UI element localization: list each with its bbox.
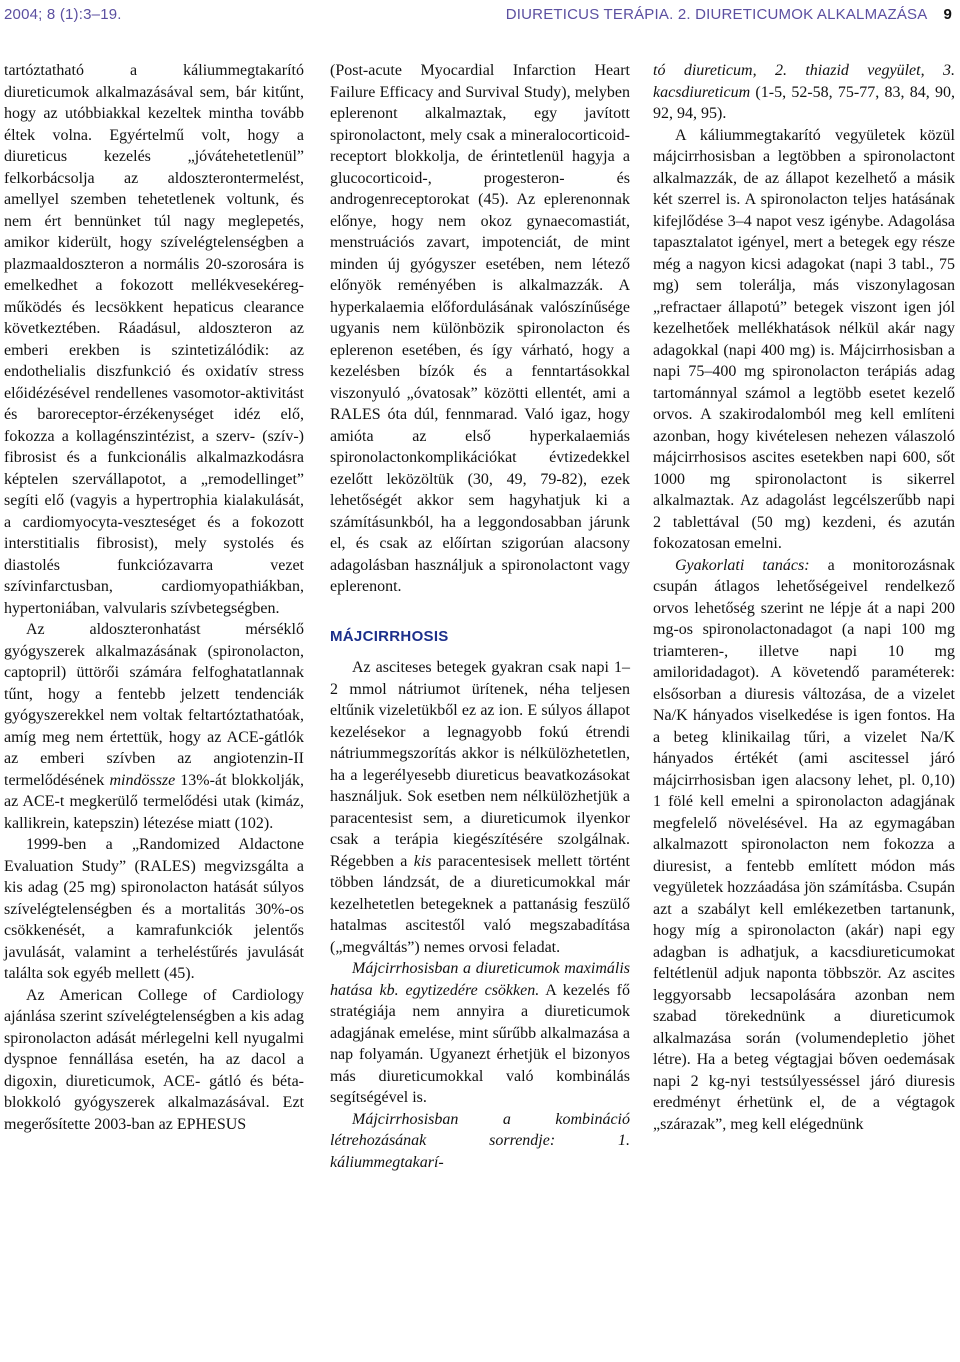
paragraph [330,657,630,958]
text-run: 13%-át blokkolják, az ACE-t megkerülő termelődési utak (kimáz, kallikrein, katepszin) létezése miatt (102). [4,771,305,832]
section-title: DIURETICUS TERÁPIA. 2. DIURETICUMOK ALKALMAZÁSA [505,5,928,23]
italic-text: Májcirrhosisban a diureticumok maximális hatása kb. egytizedére csökken. [330,960,630,999]
page-number: 9 [943,5,952,23]
paragraph [653,555,955,1136]
italic-text: kis [413,852,432,870]
italic-text: mindössze [109,771,176,789]
running-head-right [506,6,952,23]
text-column-3 [653,60,955,1135]
paragraph [330,958,630,1109]
journal-reference: 2004; 8 (1):3–19. [4,5,122,23]
section-heading: MÁJCIRRHOSIS [330,627,449,645]
text-column-1 [4,60,304,1135]
paragraph: 1999-ben a „Randomized Aldactone Evaluation Study” (RALES) megvizsgálta a kis adag (25 mg) spironolacton hatását súlyos szívelégtelenségben és a mortalitás 30%-os csökkenését, a kamrafunkciók jelentős javulását, valamint a terheléstűrés javulását találta sok egyéb mellett (45). [4,836,304,982]
text-run: Az asciteses betegek gyakran csak napi 1–2 mmol nátriumot ürítenek, néha teljesen eltűnik vizeletükből ez az ion. E súlyos állapot kezelésekor a legnagyobb fokú étrendi nátriummegszorítás akkor is nélkülözhetetlen, ha a legerélyesebb diureticus beavatkozásokat használjuk. Sok esetben nem nélkülözhetjük a paracentesist sem, a diureticumok ilyenkor csak a terápia kiegészítésére szolgálnak. Régebben a [330,659,630,870]
paragraph: A káliummegtakarító vegyületek közül májcirrhosisban a legtöbben a spironolactont alkalmazzák, de az állapot kezelhető a másik két szerrel is. A spironolacton teljes hatásának kifejlődése 3–4 napot vesz igénybe. Adagolása tapasztalatot igényel, mert a betegek egy része még a nagyon kicsi adagokat (napi 3 tabl., 75 mg) sem tolerálja, más viszonylagosan „refractaer állapotú” betegek viszont igen jól kezelhetőek mellékhatások nélkül akár nagy adagokkal (napi 400 mg) is. Májcirrhosisban a napi 75–400 mg spironolacton terápiás adag tartománnyal számol a legtöbb esetet kezelő orvos. A szakirodalomból meg kell említeni azonban, hogy kivételesen nehezen válaszoló májcirrhosisos ascites esetekben napi 600, sőt 1000 mg spironolactont is sikerrel alkalmaztak. Az adagolást legcélszerűbb napi 2 tablettával (50 mg) kezdeni, és azután fokozatosan emelni. [653,126,955,552]
text-run: paracentesisek mellett történt többen lándzsát, de a diureticumokkal már kezelhetetlen betegeknek a pattanásig feszülő hatalmas ascitestől való megszabadítása („megváltás”) nemes orvosi feladat. [330,852,631,956]
paragraph: Az American College of Cardiology ajánlása szerint szívelégtelenségben a kis adag spironolacton adását mérlegelni kell nyugalmi dyspnoe fennállása esetén, ha az dacol a digoxin, diureticumok, ACE- gátló és béta-blokkoló gyógyszerek alkalmazásával. Ezt megerősítette 2003-ban az EPHESUS [4,986,304,1133]
paragraph [4,619,304,834]
text-run: A kezelés fő stratégiája nem annyira a diureticumok adagjának emelése, mint sűrűbb alkalmazása a nap folyamán. Ugyanezt érhetjük el bizonyos más diureticumokkal való kombinálás segítségével is. [330,981,630,1106]
italic-text: Májcirrhosisban a kombináció létrehozásának sorrendje: 1. káliummegtakarí- [330,1110,630,1171]
paragraph: (Post-acute Myocardial Infarction Heart Failure Efficacy and Survival Study), melyben eplerenont alkalmaztak, egy javított spironolactont, mely csak a mineralocorticoid-receptort blokkolja, de érintetlenül hagyja a glucocorticoid-, progesteron- és androgenreceptorokat (45). Az eplerenonnak előnye, hogy nem okoz gynaecomastiát, menstruációs zavart, impotenciát, de mint minden új gyógyszer esetében, nem létező előnyök reményében is alkalmazzák. A hyperkalaemia előfordulásának valószínűsége ugyanis nem különbözik spironolacton és eplerenon esetében, és így várható, hogy a kezelésben bízók és a fenntartásokkal viszonyuló „óvatosak” közötti ellentét, ami a RALES óta dúl, fennmarad. Való igaz, hogy amióta az első hyperkalaemiás spironolactonkomplikációkat évtizedekkel ezelőtt leközöltük (30, 49, 79-82), ezek lehetőségét akkor sem hagyhatjuk ki a számításunkból, ha a leggondosabban járunk el, és csak az előírtan szigorúan alacsony adagolásban használjuk a spironolactont vagy eplerenont. [330,62,630,595]
paragraph: tartóztatható a káliummegtakarító diureticumok alkalmazásával sem, bár kitűnt, hogy az utóbbiakkal kezeltek mintha tovább éltek volna. Egyértelmű volt, hogy a diureticus kezelés „jóvátehetetlenül” felkorbácsolja az aldoszterontermelést, amellyel szemben tehetetlenek voltunk, és nem ért bennünket túl nagy meglepetés, amikor kiderült, hogy szívelégtelenségben a plazmaaldoszteron a normális 20-szorosára is emelkedhet a fokozott mellékvesekéreg-működés és lecsökkent hepaticus clearance következtében. Ráadásul, aldoszteron az emberi erekben is szintetizálódik: az endothelialis diszfunkció és oxidatív stress előidézésével rendellenes vasomotor-aktivitást és baroreceptor-érzékenységet idéz elő, fokozza a kollagénszintézist, a szerv- (szív-) fibrosist és a funkcionális alkalmazkodásra képtelen szervállapotot, a „remodellinget” segíti elő (vagyis a hypertrophia kialakulását, a cardiomyocyta-veszteséget és a fokozott interstitialis fibrosist), mely systolés és diastolés funkciózavarra vezet szívinfarctusban, cardiomyopathiákban, hypertoniában, valvularis szívbetegségben. [4,62,304,617]
paragraph [330,1109,630,1174]
paragraph [653,60,955,125]
running-head [4,0,952,28]
text-run: a monitorozásnak csupán átlagos lehetőségeivel rendelkező orvos lehetőség szerint ne lépje át a napi 200 mg-os spironolactonadagot (a napi 100 mg triamteren-, illetve napi 10 mg amiloridadagot). A követendő paraméterek: elsősorban a diuresis változása, de a vizelet Na/K hányados viselkedése is igen fontos. Ha a beteg klinikailag tűri, a vizelet Na/K hányados értékét (ami ascitessel járó májcirrhosisban igen alacsony lehet, pl. 0,10) 1 fölé kell emelni a spironolacton adagjának megfelelő növelésével. Ha az egymagában alkalmazott spironolacton nem fokozza a diuresist, a fentebb említett módon más vegyületek hozzáadása jön számításba. Csupán azt a szabályt kell emlékezetben tartanunk, hogy míg a spironolacton (akár) napi egy adagban is adhatjuk, a kacsdiureticumokat feltétlenül adjuk naponta többször. Az ascites leggyorsabb lecsapolására azonban nem szabad törekednünk a diureticumok alkalmazása során (volumendepletio jöhet létre). Ha a beteg végtagjai bőven oedemásak napi 2 kg-nyi testsúlyesséssel járó diuresis eredményt érhetünk el, de a végtagok „szárazak”, meg kell elégednünk [653,556,955,1133]
italic-text: Gyakorlati tanács: [675,556,810,574]
italic-text: tó diureticum, 2. thiazid vegyület, 3. kacsdiureticum [653,62,955,101]
text-run: Az aldoszteronhatást mérséklő gyógyszerek alkalmazásának (spironolacton, captopril) üttörői számára felfoghatatlannak tűnt, hogy a fentebb jelzett tendenciák gyógyszerekkel nem voltak feltartóztathatóak, amíg meg nem értettük, hogy az ACE-gátlók az emberi szívben az angiotenzin-II termelődésének [4,621,304,789]
text-column-2 [330,60,630,1173]
text-run: (1-5, 52-58, 75-77, 83, 84, 90, 92, 94, 95). [653,83,955,122]
